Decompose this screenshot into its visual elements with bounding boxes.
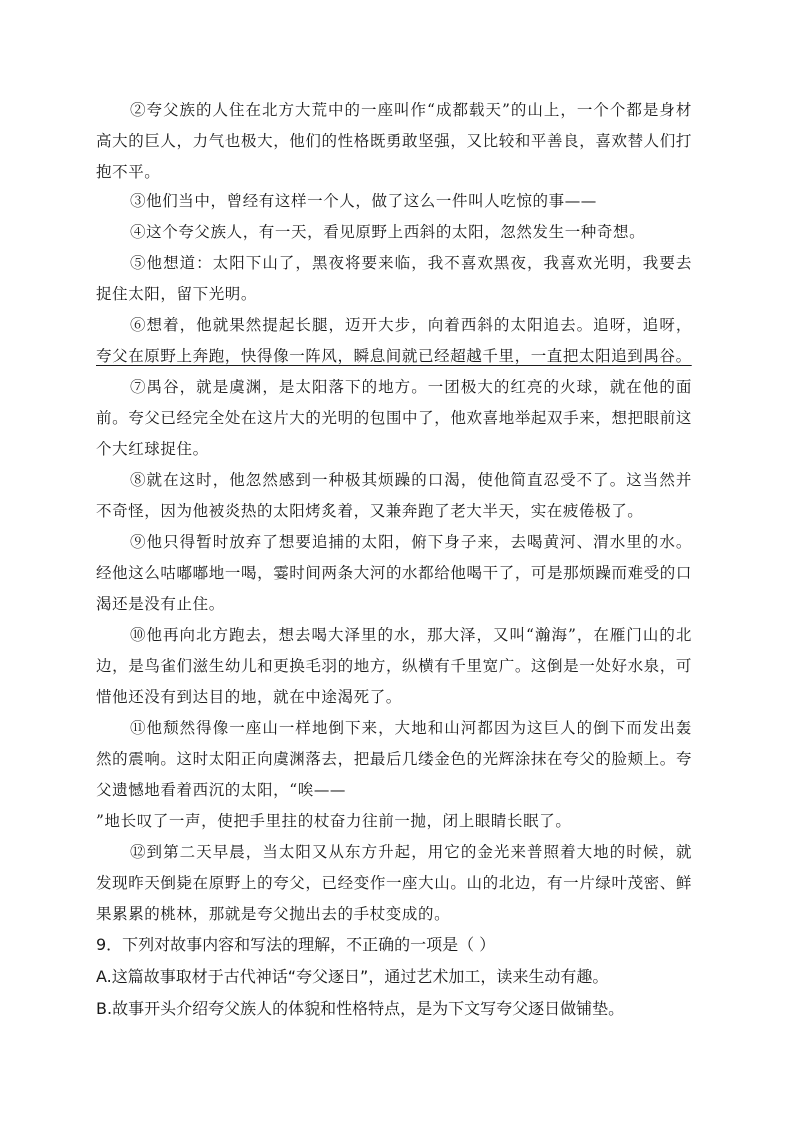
paragraph-3: ③他们当中，曾经有这样一个人，做了这么一件叫人吃惊的事—— [130,192,597,210]
question-9-stem: 9．下列对故事内容和写法的理解，不正确的一项是（ ） [96,935,496,954]
paragraph-10: ⑩他再向北方跑去，想去喝大泽里的水，那大泽，又叫“瀚海”，在雁门山的北边，是鸟雀们滋生幼儿和更换毛羽的地方，纵横有千里宽广。这倒是一处好水泉，可惜他还没有到达目的地，就在中途渴死了。 [96,626,692,706]
paragraph-6-underlined-text: 夸父在原野上奔跑，快得像一阵风，瞬息间就已经超越千里，一直把太阳追到禺谷。 [96,347,692,365]
paragraph-11: ⑪他颓然得像一座山一样地倒下来，大地和山河都因为这巨人的倒下而发出轰然的震响。这时太阳正向虞渊落去，把最后几缕金色的光辉涂抹在夸父的脸颊上。夸父遗憾地看着西沉的太阳，“唉—— [96,719,692,799]
question-9-option-a: A.这篇故事取材于古代神话“夸父逐日”，通过艺术加工，读来生动有趣。 [96,967,609,986]
paragraph-7: ⑦禺谷，就是虞渊，是太阳落下的地方。一团极大的红亮的火球，就在他的面前。夸父已经完全处在这片大的光明的包围中了，他欢喜地举起双手来，想把眼前这个大红球捉住。 [96,378,692,458]
paragraph-11-continued: ”地长叹了一声，使把手里拄的杖奋力往前一抛，闭上眼睛长眠了。 [96,812,572,830]
paragraph-12: ⑫到第二天早晨，当太阳又从东方升起，用它的金光来普照着大地的时候，就发现昨天倒毙在原野上的夸父，已经变作一座大山。山的北边，有一片绿叶茂密、鲜果累累的桃林，那就是夸父抛出去的手杖变成的。 [96,843,692,923]
paragraph-9: ⑨他只得暂时放弃了想要追捕的太阳，俯下身子来，去喝黄河、渭水里的水。经他这么咕嘟嘟地一喝，霎时间两条大河的水都给他喝干了，可是那烦躁而难受的口渴还是没有止住。 [96,533,692,613]
paragraph-6 [96,310,692,372]
paragraph-2: ②夸父族的人住在北方大荒中的一座叫作“成都载天”的山上，一个个都是身材高大的巨人，力气也极大，他们的性格既勇敢坚强，又比较和平善良，喜欢替人们打抱不平。 [96,101,692,181]
paragraph-8: ⑧就在这时，他忽然感到一种极其烦躁的口渴，使他简直忍受不了。这当然并不奇怪，因为他被炎热的太阳烤炙着，又兼奔跑了老大半天，实在疲倦极了。 [96,471,692,520]
question-9-option-b: B.故事开头介绍夸父族人的体貌和性格特点，是为下文写夸父逐日做铺垫。 [96,999,625,1018]
paragraph-4: ④这个夸父族人，有一天，看见原野上西斜的太阳，忽然发生一种奇想。 [130,223,646,241]
paragraph-5: ⑤他想道：太阳下山了，黑夜将要来临，我不喜欢黑夜，我喜欢光明，我要去捉住太阳，留下光明。 [96,254,692,303]
paragraph-6-text: ⑥想着，他就果然提起长腿，迈开大步，向着西斜的太阳追去。追呀，追呀， [130,316,692,334]
